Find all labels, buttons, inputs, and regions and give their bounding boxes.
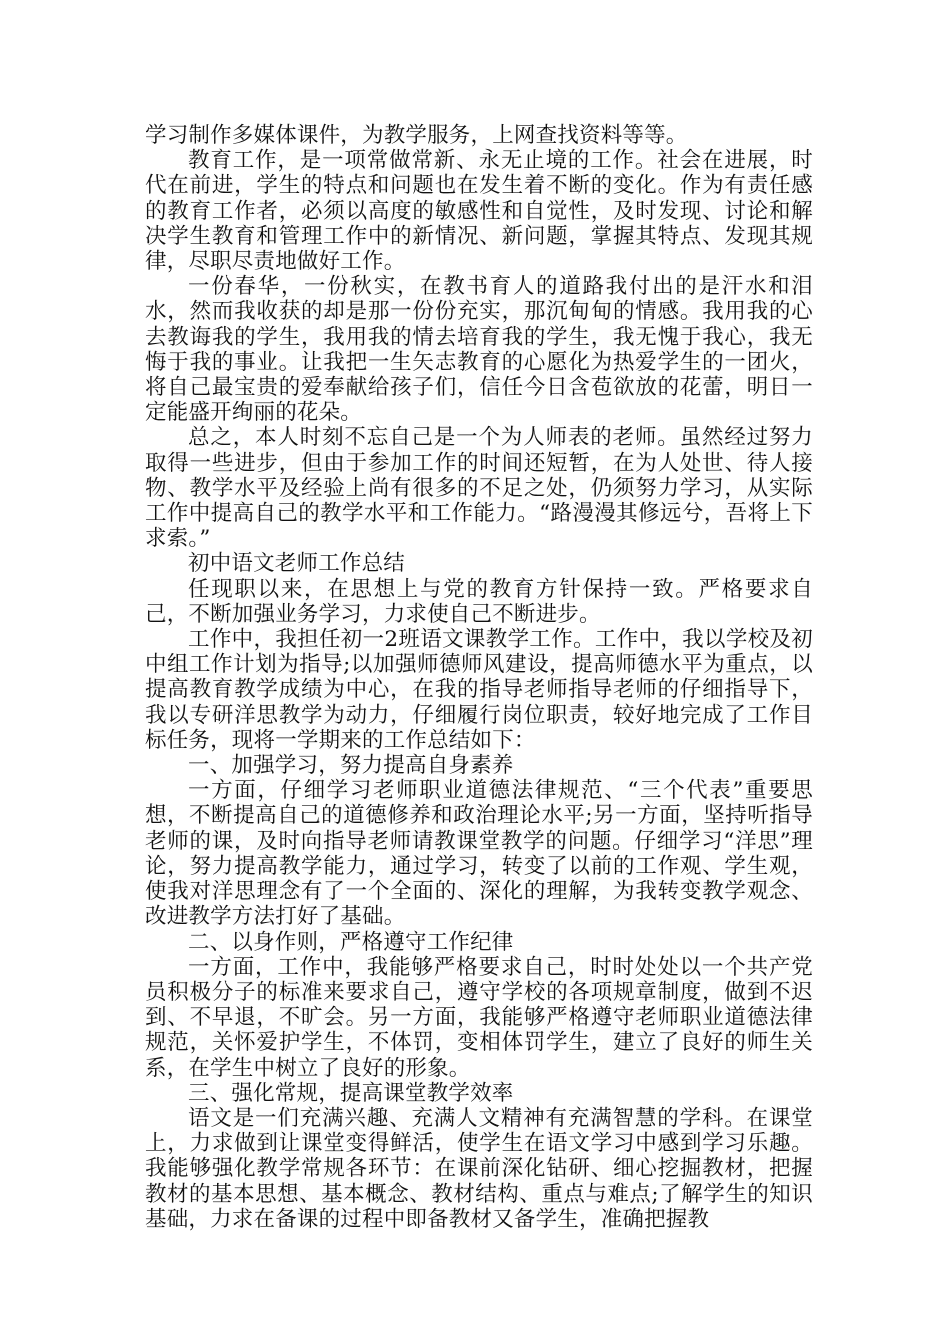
- paragraph-continuation: 学习制作多媒体课件，为教学服务，上网查找资料等等。: [145, 123, 688, 148]
- paragraph-efficiency: 语文是一们充满兴趣、充满人文精神有充满智慧的学科。在课堂上，力求做到让课堂变得鲜活，使学生在语文学习中感到学习乐趣。我能够强化教学常规各环节：在课前深化钻研、细心挖掘教材，把握教材的基本思想、基本概念、教材结构、重点与难点;了解学生的知识基础，力求在备课的过程中即备教材又备学生，准确把握教: [145, 1105, 813, 1232]
- subheading-study: 一、加强学习，努力提高自身素养: [188, 753, 514, 779]
- paragraph-study: 一方面，仔细学习老师职业道德法律规范、“三个代表”重要思想，不断提高自己的道德修养和政治理论水平;另一方面，坚持听指导老师的课，及时向指导老师请教课堂教学的问题。仔细学习“洋思”理论，努力提高教学能力，通过学习，转变了以前的工作观、学生观，使我对洋思理念有了一个全面的、深化的理解，为我转变教学观念、改进教学方法打好了基础。: [145, 778, 813, 930]
- subheading-efficiency: 三、强化常规，提高课堂教学效率: [188, 1080, 514, 1106]
- paragraph-education-work: 教育工作，是一项常做常新、永无止境的工作。社会在进展，时代在前进，学生的特点和问题也在发生着不断的变化。作为有责任感的教育工作者，必须以高度的敏感性和自觉性，及时发现、讨论和解决学生教育和管理工作中的新情况、新问题，掌握其特点、发现其规律，尽职尽责地做好工作。: [145, 148, 813, 275]
- document-body: [145, 123, 813, 1232]
- paragraph-conclusion: 总之，本人时刻不忘自己是一个为人师表的老师。虽然经过努力取得一些进步，但由于参加工作的时间还短暂，在为人处世、待人接物、教学水平及经验上尚有很多的不足之处，仍须努力学习，从实际工作中提高自己的教学水平和工作能力。“路漫漫其修远兮，吾将上下求索。”: [145, 425, 813, 552]
- paragraph-since-appointment: 任现职以来，在思想上与党的教育方针保持一致。严格要求自己，不断加强业务学习，力求使自己不断进步。: [145, 576, 813, 627]
- paragraph-work-overview: 工作中，我担任初一2班语文课教学工作。工作中，我以学校及初中组工作计划为指导;以加强师德师风建设，提高师德水平为重点，以提高教育教学成绩为中心，在我的指导老师指导老师的仔细指导下，我以专研洋思教学为动力，仔细履行岗位职责，较好地完成了工作目标任务，现将一学期来的工作总结如下：: [145, 627, 813, 753]
- paragraph-discipline: 一方面，工作中，我能够严格要求自己，时时处处以一个共产党员积极分子的标准来要求自己，遵守学校的各项规章制度，做到不迟到、不早退，不旷会。另一方面，我能够严格遵守老师职业道德法律规范，关怀爱护学生，不体罚，变相体罚学生，建立了良好的师生关系，在学生中树立了良好的形象。: [145, 954, 813, 1081]
- paragraph-spring-autumn: 一份春华，一份秋实，在教书育人的道路我付出的是汗水和泪水，然而我收获的却是那一份份充实，那沉甸甸的情感。我用我的心去教诲我的学生，我用我的情去培育我的学生，我无愧于我心，我无悔于我的事业。让我把一生矢志教育的心愿化为热爱学生的一团火，将自己最宝贵的爱奉献给孩子们，信任今日含苞欲放的花蕾，明日一定能盛开绚丽的花朵。: [145, 274, 813, 426]
- section-title: 初中语文老师工作总结: [188, 551, 406, 577]
- subheading-discipline: 二、以身作则，严格遵守工作纪律: [188, 929, 514, 955]
